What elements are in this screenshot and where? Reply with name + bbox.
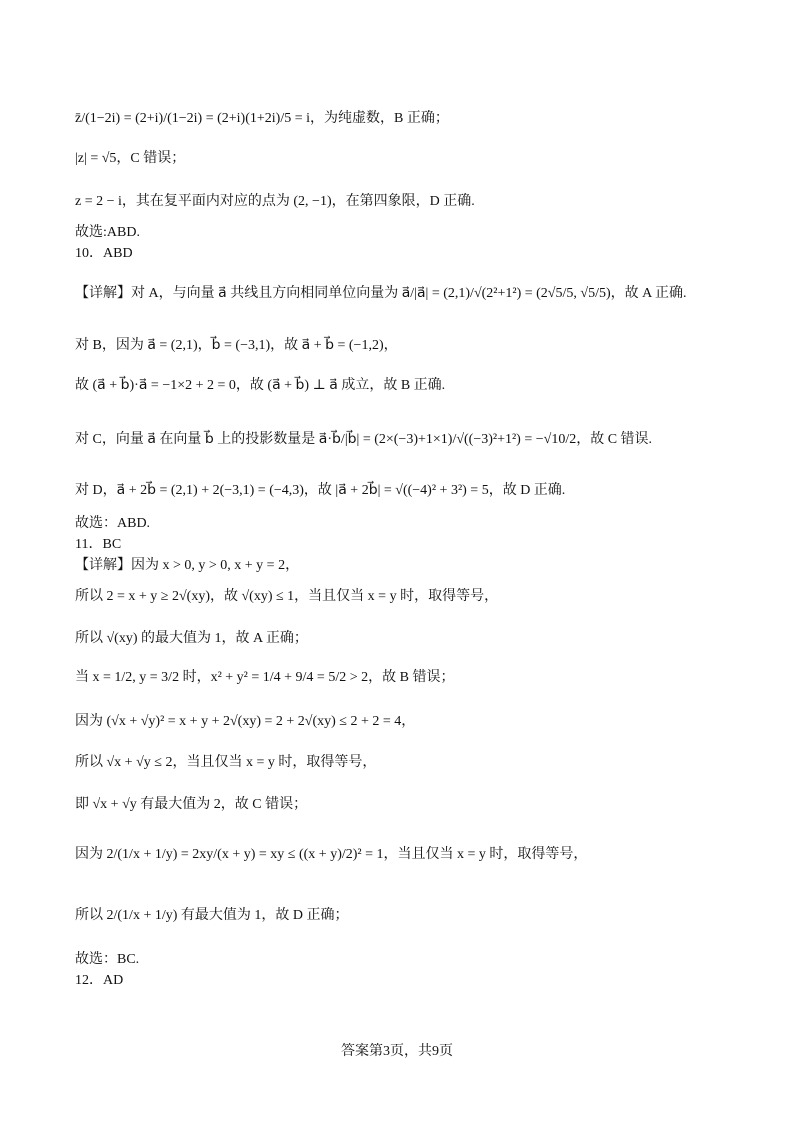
line-11-option-d: 所以 2/(1/x + 1/y) 有最大值为 1，故 D 正确； [75, 908, 349, 923]
line-modulus: |z| = √5，C 错误； [75, 151, 186, 166]
line-11-option-c: 即 √x + √y 有最大值为 2，故 C 错误； [75, 797, 308, 812]
line-11-harmonic: 因为 2/(1/x + 1/y) = 2xy/(x + y) = xy ≤ ((x + y)/2)² = 1，当且仅当 x = y 时，取得等号， [75, 847, 588, 862]
line-11-given: 【详解】因为 x > 0, y > 0, x + y = 2， [75, 558, 300, 573]
line-11-bound: 所以 √x + √y ≤ 2，当且仅当 x = y 时，取得等号， [75, 755, 377, 770]
line-10-option-b-dot: 故 (a⃗ + b⃗)·a⃗ = −1×2 + 2 = 0，故 (a⃗ + b⃗) ⊥ a⃗ 成立，故 B 正确. [75, 378, 446, 393]
line-10-option-a: 【详解】对 A，与向量 a⃗ 共线且方向相同单位向量为 a⃗/|a⃗| = (2,1)/√(2²+1²) = (2√5/5, √5/5)，故 A 正确. [75, 286, 687, 301]
question-12-answer: 12．AD [75, 973, 124, 988]
line-10-option-c: 对 C，向量 a⃗ 在向量 b⃗ 上的投影数量是 a⃗·b⃗/|b⃗| = (2×(−3)+1×1)/√((−3)²+1²) = −√10/2，故 C 错误. [75, 432, 653, 447]
line-answer-11: 故选：BC. [75, 952, 140, 967]
line-10-option-b-vectors: 对 B，因为 a⃗ = (2,1)，b⃗ = (−3,1)，故 a⃗ + b⃗ = (−1,2)， [75, 338, 398, 353]
line-answer-10: 故选：ABD. [75, 516, 151, 531]
line-11-square: 因为 (√x + √y)² = x + y + 2√(xy) = 2 + 2√(xy) ≤ 2 + 2 = 4， [75, 714, 416, 729]
page-footer: 答案第3页，共9页 [341, 1044, 453, 1059]
line-complex-ratio: z̄/(1−2i) = (2+i)/(1−2i) = (2+i)(1+2i)/5 = i，为纯虚数，B 正确； [75, 111, 449, 126]
line-10-option-d: 对 D，a⃗ + 2b⃗ = (2,1) + 2(−3,1) = (−4,3)，故 |a⃗ + 2b⃗| = √((−4)² + 3²) = 5，故 D 正确. [75, 483, 566, 498]
line-11-option-a: 所以 √(xy) 的最大值为 1，故 A 正确； [75, 631, 308, 646]
line-complex-point: z = 2 − i，其在复平面内对应的点为 (2, −1)，在第四象限，D 正确. [75, 194, 475, 209]
line-11-option-b: 当 x = 1/2, y = 3/2 时，x² + y² = 1/4 + 9/4 = 5/2 > 2，故 B 错误； [75, 670, 455, 685]
line-answer-9: 故选:ABD. [75, 225, 140, 240]
line-11-am-gm: 所以 2 = x + y ≥ 2√(xy)，故 √(xy) ≤ 1，当且仅当 x = y 时，取得等号， [75, 589, 499, 604]
question-11-answer: 11．BC [75, 537, 122, 552]
question-10-answer: 10．ABD [75, 246, 133, 261]
